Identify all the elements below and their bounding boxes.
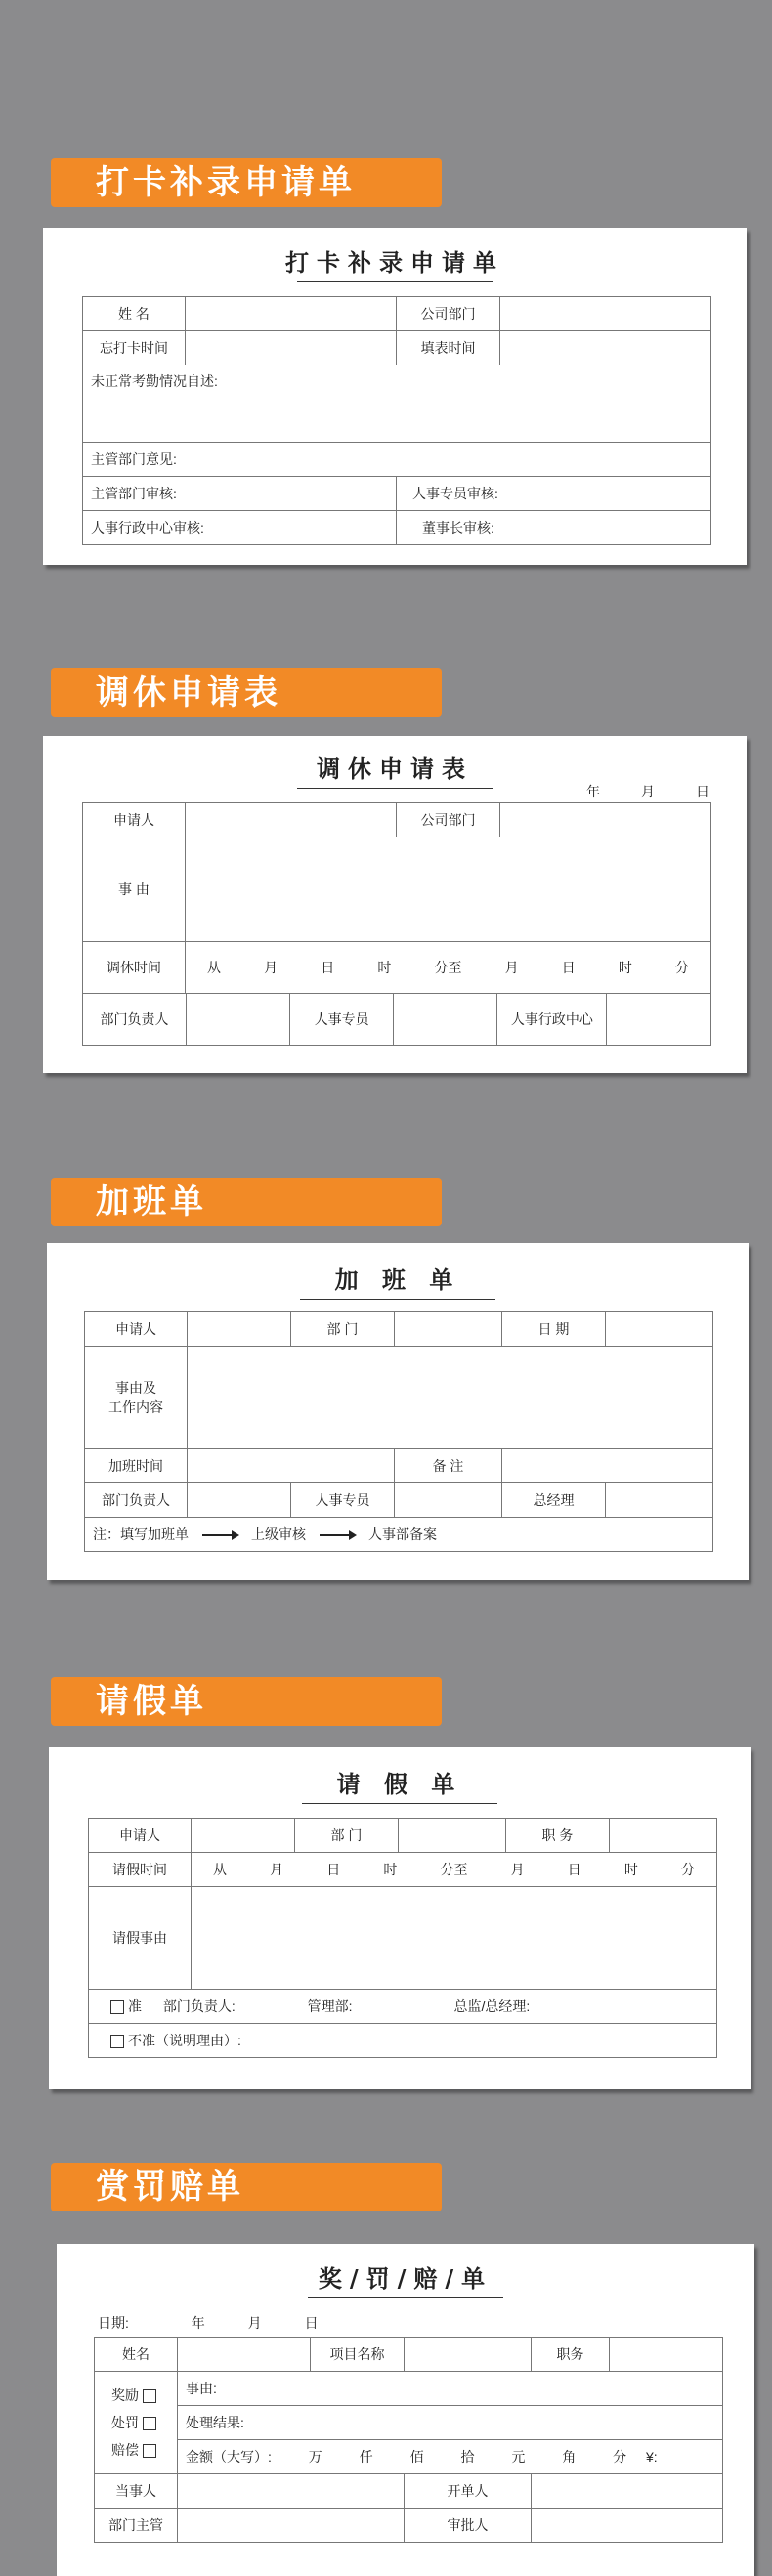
time-day: 日 xyxy=(326,1862,341,1877)
label-ot-time: 加班时间 xyxy=(85,1449,188,1483)
time-hour: 时 xyxy=(623,1862,638,1877)
field-date[interactable] xyxy=(606,1312,713,1347)
field-leave-time[interactable] xyxy=(192,1853,717,1887)
time-row xyxy=(199,1860,708,1879)
form-title: 加 班 单 xyxy=(47,1261,749,1300)
unit-shi: 拾 xyxy=(460,2449,475,2465)
section-banner: 赏罚赔单 xyxy=(51,2163,442,2211)
label-name: 姓 名 xyxy=(83,297,186,331)
time-row xyxy=(193,958,703,977)
unit-wan: 万 xyxy=(308,2449,322,2465)
flow-step-1: 注：填写加班单 xyxy=(93,1526,189,1542)
label-applicant: 申请人 xyxy=(89,1819,192,1853)
label-date: 日期: xyxy=(98,2315,129,2331)
form-card-overtime xyxy=(47,1243,749,1580)
unit-bai: 佰 xyxy=(409,2449,424,2465)
section-banner: 请假单 xyxy=(51,1677,442,1726)
approval-row xyxy=(89,1990,717,2024)
field-ot-time[interactable] xyxy=(188,1449,395,1483)
time-month: 月 xyxy=(510,1862,525,1877)
field-applicant[interactable] xyxy=(186,803,397,837)
overtime-table xyxy=(84,1311,713,1552)
field-mgr-review[interactable] xyxy=(83,477,397,511)
field-mgr-opinion[interactable] xyxy=(83,443,711,477)
time-minute: 分 xyxy=(681,1862,695,1877)
label-hr-review: 人事专员审核: xyxy=(412,486,498,501)
label-admin-review: 人事行政中心审核: xyxy=(91,520,204,536)
label-gm: 总经理 xyxy=(502,1483,606,1518)
field-dept[interactable] xyxy=(500,297,711,331)
field-dept[interactable] xyxy=(395,1312,502,1347)
label-note: 备 注 xyxy=(395,1449,502,1483)
form-title: 调休申请表 xyxy=(43,750,747,789)
label-mgr-opinion: 主管部门意见: xyxy=(91,451,177,467)
label-position: 职务 xyxy=(532,2338,610,2372)
field-reason[interactable] xyxy=(83,365,711,443)
label-leave-time: 请假时间 xyxy=(89,1853,192,1887)
field-position[interactable] xyxy=(610,2338,723,2372)
field-dept-head[interactable] xyxy=(187,994,290,1045)
label-month: 月 xyxy=(247,2315,262,2331)
field-dept-mgr[interactable] xyxy=(178,2509,405,2543)
label-dept: 公司部门 xyxy=(397,803,500,837)
time-month: 月 xyxy=(504,960,519,975)
section-banner: 加班单 xyxy=(51,1178,442,1226)
label-project: 项目名称 xyxy=(311,2338,405,2372)
comp-checkbox[interactable] xyxy=(143,2444,156,2458)
time-minute: 分 xyxy=(675,960,689,975)
field-party[interactable] xyxy=(178,2474,405,2509)
time-from: 从 xyxy=(207,960,221,975)
label-director: 总监/总经理: xyxy=(453,1998,531,2014)
field-dept-head[interactable] xyxy=(188,1483,291,1518)
field-name[interactable] xyxy=(186,297,397,331)
label-dept: 部 门 xyxy=(291,1312,395,1347)
option-penalty xyxy=(103,2409,169,2436)
signature-row xyxy=(83,994,711,1046)
option-reward xyxy=(103,2382,169,2409)
arrow-right-icon xyxy=(320,1534,355,1536)
label-mgr-review: 主管部门审核: xyxy=(91,486,177,501)
label-reason xyxy=(85,1347,188,1449)
penalty-checkbox[interactable] xyxy=(143,2417,156,2430)
flow-note xyxy=(85,1518,713,1552)
type-options xyxy=(95,2372,178,2474)
label-deny: 不准（说明理由）: xyxy=(128,2033,241,2048)
label-applicant: 申请人 xyxy=(83,803,186,837)
label-approve: 准 xyxy=(128,1998,142,2014)
form-card-leave xyxy=(49,1747,751,2089)
label-reward: 奖励 xyxy=(111,2387,139,2403)
field-position[interactable] xyxy=(610,1819,717,1853)
unit-qian: 仟 xyxy=(359,2449,373,2465)
section-banner: 打卡补录申请单 xyxy=(51,158,442,207)
unit-yen: ¥: xyxy=(646,2449,658,2465)
label-comp: 赔偿 xyxy=(111,2442,139,2458)
field-issuer[interactable] xyxy=(532,2474,723,2509)
label-dept-head: 部门负责人: xyxy=(162,1998,236,2014)
field-fill-time[interactable] xyxy=(500,331,711,365)
field-reason[interactable] xyxy=(188,1347,713,1449)
time-hour: 时 xyxy=(377,960,392,975)
label-year: 年 xyxy=(191,2315,205,2331)
label-dept: 公司部门 xyxy=(397,297,500,331)
leave-exchange-table xyxy=(82,802,711,1046)
approve-checkbox[interactable] xyxy=(110,2000,124,2014)
field-hr[interactable] xyxy=(395,1483,502,1518)
label-hr: 人事专员 xyxy=(291,1483,395,1518)
field-forgot-time[interactable] xyxy=(186,331,397,365)
form-card-leave-exchange xyxy=(43,736,747,1073)
label-leave-reason: 请假事由 xyxy=(89,1887,192,1990)
field-dept[interactable] xyxy=(399,1819,506,1853)
label-reason-line2: 工作内容 xyxy=(108,1399,163,1415)
form-title: 奖/罚/赔/单 xyxy=(57,2259,754,2298)
label-date: 日 期 xyxy=(502,1312,606,1347)
label-day: 日 xyxy=(304,2315,319,2331)
form-card-reward-penalty xyxy=(57,2244,754,2576)
label-approver: 审批人 xyxy=(405,2509,532,2543)
option-comp xyxy=(103,2436,169,2464)
label-fill-time: 填表时间 xyxy=(397,331,500,365)
label-reason: 事 由 xyxy=(83,837,186,942)
time-from: 从 xyxy=(213,1862,227,1877)
label-hr: 人事专员 xyxy=(290,994,394,1045)
time-month: 月 xyxy=(264,960,279,975)
reward-penalty-table xyxy=(94,2337,723,2543)
form-card-clock-in xyxy=(43,228,747,565)
label-forgot-time: 忘打卡时间 xyxy=(83,331,186,365)
time-month: 月 xyxy=(270,1862,284,1877)
time-day: 日 xyxy=(561,960,576,975)
field-name[interactable] xyxy=(178,2338,311,2372)
time-day: 日 xyxy=(321,960,335,975)
label-matter: 事由: xyxy=(186,2381,217,2396)
flow-step-3: 人事部备案 xyxy=(368,1526,437,1542)
arrow-right-icon xyxy=(202,1534,237,1536)
unit-jiao: 角 xyxy=(562,2449,577,2465)
label-dept-head: 部门负责人 xyxy=(83,994,187,1045)
field-result[interactable] xyxy=(178,2406,723,2440)
clock-in-form-table xyxy=(82,296,711,545)
label-reason-line1: 事由及 xyxy=(115,1380,156,1395)
reward-checkbox[interactable] xyxy=(143,2389,156,2403)
label-dept-mgr: 部门主管 xyxy=(95,2509,178,2543)
field-reason[interactable] xyxy=(186,837,711,942)
form-title: 请 假 单 xyxy=(49,1765,751,1804)
field-matter[interactable] xyxy=(178,2372,723,2406)
label-amount: 金额（大写）: xyxy=(186,2449,272,2465)
field-gm[interactable] xyxy=(606,1483,713,1518)
label-issuer: 开单人 xyxy=(405,2474,532,2509)
field-dept[interactable] xyxy=(500,803,711,837)
field-amount[interactable] xyxy=(178,2440,723,2474)
form-title: 打卡补录申请单 xyxy=(43,243,747,282)
time-hour: 时 xyxy=(383,1862,398,1877)
leave-table xyxy=(88,1818,717,2058)
date-line xyxy=(98,2313,319,2333)
deny-row xyxy=(89,2024,717,2058)
time-day: 日 xyxy=(567,1862,581,1877)
label-dept: 部 门 xyxy=(295,1819,399,1853)
field-leave-reason[interactable] xyxy=(192,1887,717,1990)
label-result: 处理结果: xyxy=(186,2415,244,2430)
field-project[interactable] xyxy=(405,2338,532,2372)
field-admin-review[interactable] xyxy=(83,511,397,545)
time-minute-to: 分至 xyxy=(440,1862,468,1877)
label-name: 姓名 xyxy=(95,2338,178,2372)
label-mgmt: 管理部: xyxy=(307,1998,353,2014)
label-penalty: 处罚 xyxy=(111,2415,139,2430)
date-header: 年 月 日 xyxy=(586,784,709,799)
field-admin[interactable] xyxy=(607,994,710,1045)
field-time[interactable] xyxy=(186,942,711,994)
label-reason: 未正常考勤情况自述: xyxy=(91,373,218,389)
deny-checkbox[interactable] xyxy=(110,2035,124,2048)
section-banner: 调休申请表 xyxy=(51,668,442,717)
field-hr-review[interactable] xyxy=(397,477,711,511)
label-admin: 人事行政中心 xyxy=(497,994,607,1045)
label-party: 当事人 xyxy=(95,2474,178,2509)
time-hour: 时 xyxy=(618,960,632,975)
field-chair-review[interactable] xyxy=(397,511,711,545)
field-approver[interactable] xyxy=(532,2509,723,2543)
flow-step-2: 上级审核 xyxy=(251,1526,306,1542)
field-hr[interactable] xyxy=(394,994,497,1045)
time-minute-to: 分至 xyxy=(434,960,462,975)
field-applicant[interactable] xyxy=(192,1819,295,1853)
unit-yuan: 元 xyxy=(511,2449,526,2465)
label-time: 调休时间 xyxy=(83,942,186,994)
label-applicant: 申请人 xyxy=(85,1312,188,1347)
label-chair-review: 董事长审核: xyxy=(422,520,494,536)
field-applicant[interactable] xyxy=(188,1312,291,1347)
label-position: 职 务 xyxy=(506,1819,610,1853)
field-note[interactable] xyxy=(502,1449,713,1483)
label-dept-head: 部门负责人 xyxy=(85,1483,188,1518)
unit-fen: 分 xyxy=(613,2449,627,2465)
